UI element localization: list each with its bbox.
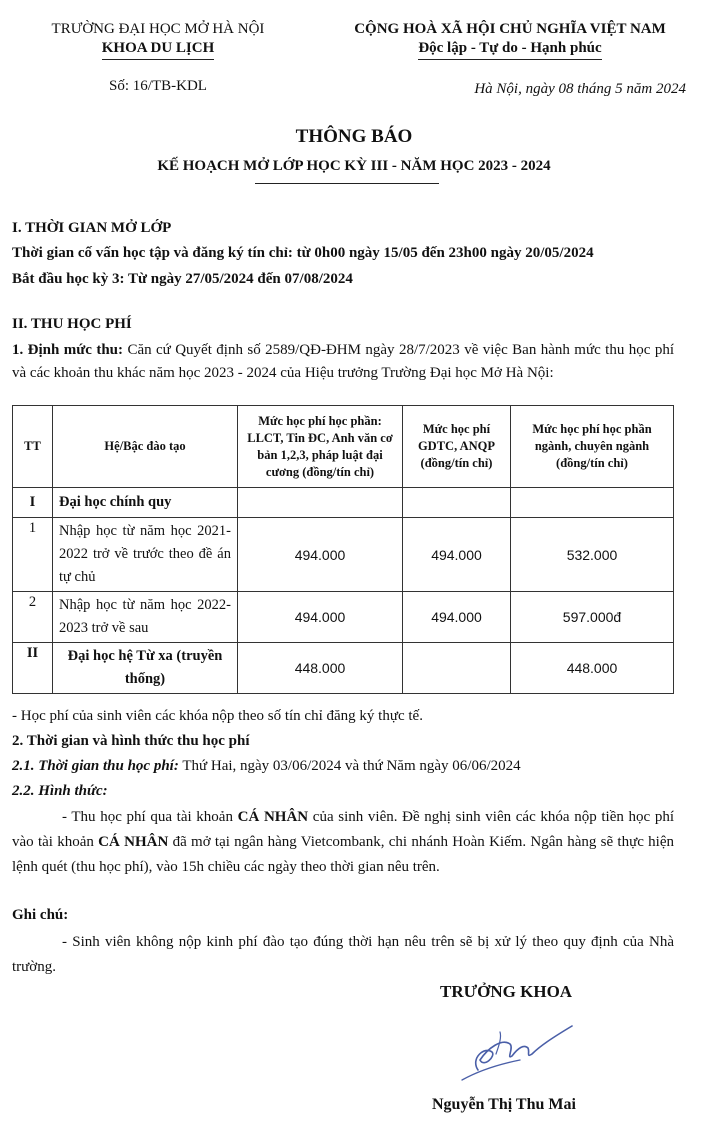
issuing-organization [28, 20, 288, 60]
fee-basis-label: 1. Định mức thu: [12, 342, 124, 358]
col-fee2-header: Mức học phí GDTC, ANQP (đồng/tín chỉ) [403, 406, 511, 488]
row-fee3: 448.000 [511, 643, 674, 694]
section2-heading: II. THU HỌC PHÍ [12, 316, 132, 332]
issue-date: Hà Nội, ngày 08 tháng 5 năm 2024 [474, 81, 686, 97]
row-fee3: 532.000 [511, 518, 674, 592]
personal-account-emphasis: CÁ NHÂN [237, 809, 309, 825]
national-motto: Độc lập - Tự do - Hạnh phúc [418, 39, 601, 60]
semester-period: Bắt đầu học kỳ 3: Từ ngày 27/05/2024 đến 07/08/2024 [12, 271, 353, 287]
row-tt: I [13, 488, 53, 518]
signer-name: Nguyễn Thị Thu Mai [432, 1096, 576, 1113]
row-fee2 [403, 488, 511, 518]
country-name: CỘNG HOÀ XÃ HỘI CHỦ NGHĨA VIỆT NAM [354, 21, 666, 37]
fee-basis-text: Căn cứ Quyết định số 2589/QĐ-ĐHM ngày 28/7/2023 về việc Ban hành mức thu học phí và các khoản thu khác năm học 2023 - 2024 của Hiệu trưởng Trường Đại học Mở Hà Nội: [12, 342, 674, 381]
table-row [13, 643, 674, 694]
payment-heading: 2. Thời gian và hình thức thu học phí [12, 733, 250, 749]
payment-method-text-3: đã mở tại ngân hàng Vietcombank, chi nhánh Hoàn Kiếm. Ngân hàng sẽ thực hiện lệnh quét (thu học phí), vào 15h chiều các ngày theo thời gian nêu trên. [12, 834, 674, 875]
payment-time-label: 2.1. Thời gian thu học phí: [12, 758, 179, 774]
table-row [13, 488, 674, 518]
advising-period: Thời gian cố vấn học tập và đăng ký tín chỉ: từ 0h00 ngày 15/05 đến 23h00 ngày 20/05/2024 [12, 245, 594, 261]
personal-account-emphasis: CÁ NHÂN [98, 834, 169, 850]
payment-method-paragraph [12, 805, 674, 880]
payment-method-label: 2.2. Hình thức: [12, 783, 108, 799]
title-divider [255, 183, 439, 184]
row-fee1: 494.000 [238, 592, 403, 643]
col-fee3-header: Mức học phí học phần ngành, chuyên ngành (đồng/tín chỉ) [511, 406, 674, 488]
row-tt: II [13, 643, 53, 694]
row-tt: 2 [13, 592, 53, 643]
row-fee2: 494.000 [403, 592, 511, 643]
handwritten-signature [440, 1008, 590, 1088]
note-text: - Sinh viên không nộp kinh phí đào tạo đúng thời hạn nêu trên sẽ bị xử lý theo quy định của Nhà trường. [12, 934, 674, 975]
row-program: Nhập học từ năm học 2022-2023 trở về sau [53, 592, 238, 643]
col-fee1-header: Mức học phí học phần: LLCT, Tin ĐC, Anh văn cơ bản 1,2,3, pháp luật đại cương (đồng/tín chỉ) [238, 406, 403, 488]
fee-basis-paragraph [12, 339, 674, 385]
row-program: Nhập học từ năm học 2021-2022 trở về trước theo đề án tự chủ [53, 518, 238, 592]
fee-note: - Học phí của sinh viên các khóa nộp theo số tín chỉ đăng ký thực tế. [12, 708, 423, 724]
row-fee3: 597.000đ [511, 592, 674, 643]
row-fee2: 494.000 [403, 518, 511, 592]
university-name: TRƯỜNG ĐẠI HỌC MỞ HÀ NỘI [51, 21, 265, 37]
payment-method-text-1: - Thu học phí qua tài khoản [62, 809, 238, 825]
national-heading [320, 20, 700, 60]
payment-method-text-2: của sinh viên. Đề nghị sinh viên các khóa nộp tiền học phí vào tài khoản [12, 809, 674, 850]
row-fee1: 448.000 [238, 643, 403, 694]
col-program-header: Hệ/Bậc đào tạo [53, 406, 238, 488]
row-fee1 [238, 488, 403, 518]
row-tt: 1 [13, 518, 53, 592]
section1-heading: I. THỜI GIAN MỞ LỚP [12, 220, 172, 236]
row-fee2 [403, 643, 511, 694]
col-tt-header: TT [13, 406, 53, 488]
document-number: Số: 16/TB-KDL [109, 78, 207, 94]
payment-time-text: Thứ Hai, ngày 03/06/2024 và thứ Năm ngày 06/06/2024 [182, 758, 521, 774]
signer-title: TRƯỞNG KHOA [440, 982, 573, 1001]
note-label: Ghi chú: [12, 907, 69, 923]
table-row [13, 592, 674, 643]
fee-table [12, 405, 674, 694]
document-subtitle: KẾ HOẠCH MỞ LỚP HỌC KỲ III - NĂM HỌC 2023 - 2024 [157, 158, 551, 174]
table-row [13, 518, 674, 592]
faculty-name: KHOA DU LỊCH [102, 39, 215, 60]
row-fee3 [511, 488, 674, 518]
row-program: Đại học hệ Từ xa (truyền thống) [53, 643, 238, 694]
document-title: THÔNG BÁO [295, 126, 413, 147]
fee-table-header [13, 406, 674, 488]
row-program: Đại học chính quy [53, 488, 238, 518]
payment-time [12, 756, 674, 776]
row-fee1: 494.000 [238, 518, 403, 592]
